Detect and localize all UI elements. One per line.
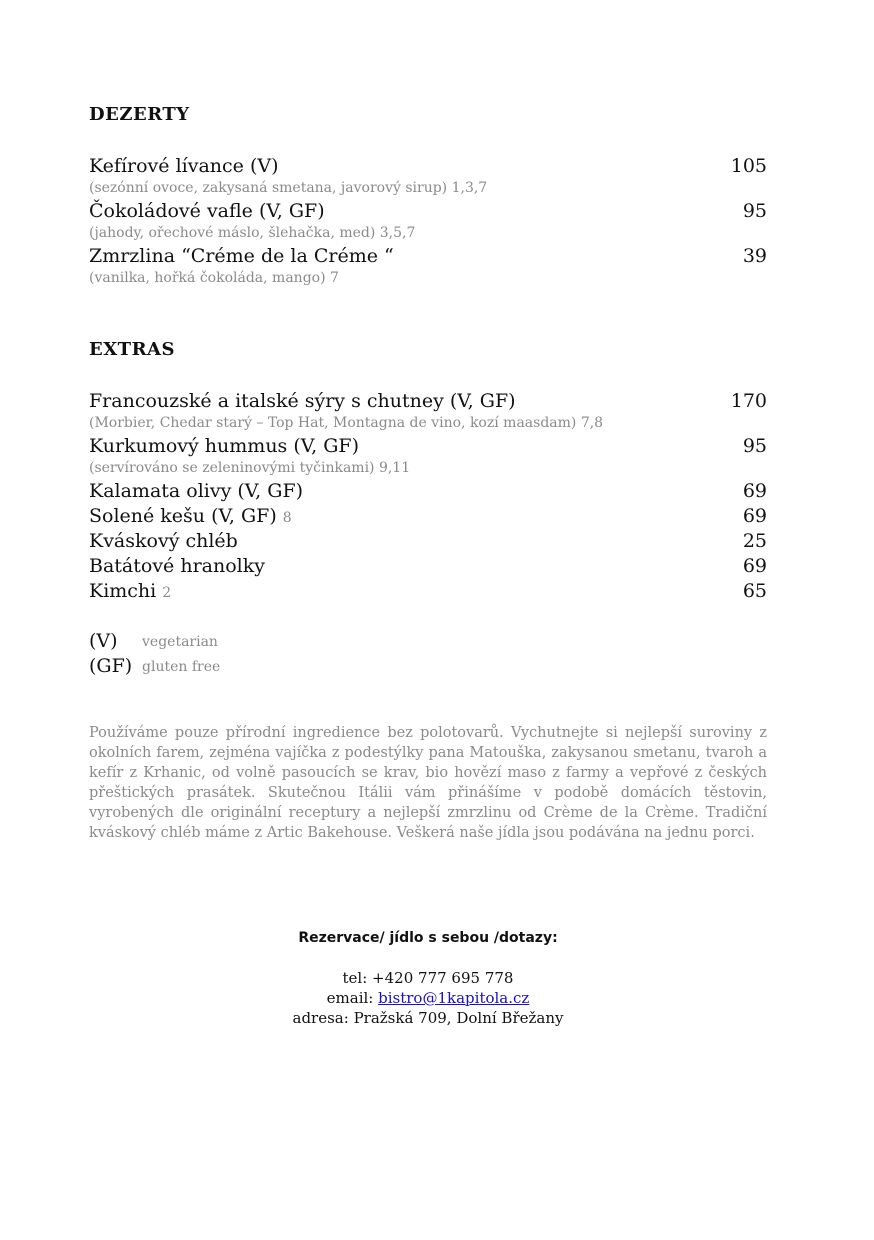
menu-item-description: (jahody, ořechové máslo, šlehačka, med) 3,5,7 [89, 225, 416, 241]
menu-item-name: Čokoládové vafle (V, GF) [89, 200, 325, 222]
menu-item-price: 105 [730, 155, 767, 177]
menu-item [89, 555, 767, 579]
menu-item-name: Zmrzlina “Créme de la Créme “ [89, 245, 394, 267]
menu-item-name: Kefírové lívance (V) [89, 155, 279, 177]
contact-email-link[interactable]: bistro@1kapitola.cz [378, 989, 530, 1007]
menu-item-name: Francouzské a italské sýry s chutney (V, GF) [89, 390, 516, 412]
legend-meaning: vegetarian [142, 634, 218, 650]
section-heading-extras: EXTRAS [89, 339, 176, 360]
menu-item-description: (Morbier, Chedar starý – Top Hat, Montagna de vino, kozí maasdam) 7,8 [89, 415, 604, 431]
menu-item [89, 480, 767, 504]
legend-row [89, 630, 389, 654]
legend-code: (GF) [89, 655, 133, 677]
menu-item [89, 530, 767, 554]
menu-item-price: 65 [742, 580, 767, 602]
menu-item [89, 155, 767, 179]
menu-item-allergen: 8 [282, 510, 292, 526]
menu-item-price: 69 [742, 505, 767, 527]
menu-item-name: Kimchi [89, 580, 157, 602]
menu-item [89, 580, 767, 604]
menu-item-name: Solené kešu (V, GF) [89, 505, 277, 527]
menu-item-name: Batátové hranolky [89, 555, 265, 577]
legend-code: (V) [89, 630, 118, 652]
contact-email-label: email: [326, 989, 379, 1007]
menu-item-allergen: 2 [162, 585, 172, 601]
menu-item-price: 95 [742, 200, 767, 222]
section-heading-dezerty: DEZERTY [89, 104, 190, 125]
contact-address: adresa: Pražská 709, Dolní Břežany [292, 1009, 564, 1027]
menu-item [89, 245, 767, 269]
menu-item-price: 25 [742, 530, 767, 552]
legend-row [89, 655, 389, 679]
menu-item-price: 170 [730, 390, 767, 412]
menu-item [89, 505, 767, 529]
menu-item-description: (vanilka, hořká čokoláda, mango) 7 [89, 270, 339, 286]
contact-title: Rezervace/ jídlo s sebou /dotazy: [298, 930, 558, 946]
menu-item [89, 200, 767, 224]
contact-email-line [89, 989, 767, 1007]
contact-phone: tel: +420 777 695 778 [342, 969, 514, 987]
menu-item-name-wrap [89, 505, 292, 527]
menu-item-price: 39 [742, 245, 767, 267]
menu-item-name: Kurkumový hummus (V, GF) [89, 435, 360, 457]
about-paragraph: Používáme pouze přírodní ingredience bez polotovarů. Vychutnejte si nejlepší suroviny z okolních farem, zejména vajíčka z podestýlky pana Matouška, zakysanou smetanu, tvaroh a kefír z Krhanic, od volně pasoucích se krav, bio hovězí maso z farmy a vepřové z českých přeštických prasátek. Skutečnou Itálii vám přinášíme v podobě domácích těstovin, vyrobených dle originální receptury a nejlepší zmrzlinu od Crème de la Crème. Tradiční kváskový chléb máme z Artic Bakehouse. Veškerá naše jídla jsou podávána na jednu porci. [89, 725, 767, 841]
menu-item-name: Kváskový chléb [89, 530, 238, 552]
menu-item-name-wrap [89, 580, 171, 602]
menu-item-price: 69 [742, 480, 767, 502]
menu-item-price: 69 [742, 555, 767, 577]
menu-item-name: Kalamata olivy (V, GF) [89, 480, 304, 502]
menu-item [89, 390, 767, 414]
menu-item-description: (servírováno se zeleninovými tyčinkami) 9,11 [89, 460, 411, 476]
menu-item-price: 95 [742, 435, 767, 457]
menu-item [89, 435, 767, 459]
legend-meaning: gluten free [142, 659, 221, 675]
menu-item-description: (sezónní ovoce, zakysaná smetana, javorový sirup) 1,3,7 [89, 180, 488, 196]
